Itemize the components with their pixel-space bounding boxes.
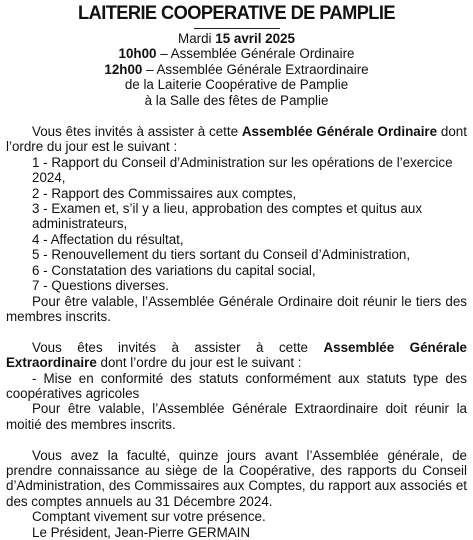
ago-item: 5 - Renouvellement du tiers sortant du Conseil d’Administration, (32, 247, 411, 263)
date-prefix: Mardi (178, 31, 216, 46)
venue-line-2: à la Salle des fêtes de Pamplie (144, 92, 329, 108)
ago-quorum: Pour être valable, l’Assemblée Générale Ordinaire doit réunir le tiers des membres inscrits. (6, 293, 467, 324)
age-item: - Mise en conformité des statuts conformément aux statuts type des coopératives agricoles (6, 370, 467, 401)
documents-notice: Vous avez la faculté, quinze jours avant l’Assemblée générale, de prendre connaissance au siège de la Coopérative, des rapports du Conseil d’Administration, des Commissaires aux Comptes, du rapport aux associés et des comptes annuels au 31 Décembre 2024. (6, 447, 467, 509)
meeting-line-ordinary (6, 46, 467, 61)
ago-item: 1 - Rapport du Conseil d’Administration sur les opérations de l’exercice 2024, (32, 154, 453, 186)
age-intro: Vous êtes invités à assister à cette Assemblée Générale Extraordinaire dont l’ordre du jour est le suivant : (6, 339, 467, 371)
meeting-line-extraordinary (6, 62, 467, 77)
event-ordinary: – Assemblée Générale Ordinaire (156, 46, 355, 62)
ago-title: Assemblée Générale Ordinaire (241, 124, 438, 140)
age-quorum: Pour être valable, l’Assemblée Générale Extraordinaire doit réunir la moitié des membres inscrits. (6, 401, 467, 432)
title-underline (194, 28, 280, 29)
ago-item: 6 - Constatation des variations du capital social, (32, 262, 316, 278)
ago-item: 4 - Affectation du résultat, (32, 231, 184, 247)
event-extraordinary: – Assemblée Générale Extraordinaire (142, 61, 369, 77)
page-title: LAITERIE COOPERATIVE DE PAMPLIE (78, 3, 395, 24)
notice-page (6, 0, 467, 540)
time-extraordinary: 12h00 (104, 61, 143, 77)
ago-item: 3 - Examen et, s’il y a lieu, approbation des comptes et quitus aux administrateurs, (32, 201, 423, 232)
meeting-date-line (6, 31, 467, 46)
age-title: Assemblée Générale Extraordinaire (6, 339, 467, 371)
spacer (6, 432, 467, 447)
ago-item: 7 - Questions diverses. (32, 278, 169, 294)
spacer (6, 324, 467, 339)
time-ordinary: 10h00 (118, 46, 157, 62)
signature: Le Président, Jean-Pierre GERMAIN (32, 524, 251, 540)
meeting-header (6, 31, 467, 108)
ago-item: 2 - Rapport des Commissaires aux comptes, (32, 185, 297, 201)
venue-line-1: de la Laiterie Coopérative de Pamplie (124, 77, 349, 93)
notice-body (6, 124, 467, 540)
meeting-date: 15 avril 2025 (215, 31, 295, 46)
closing-line: Comptant vivement sur votre présence. (32, 509, 266, 525)
ago-intro: Vous êtes invités à assister à cette Assemblée Générale Ordinaire dont l’ordre du jour est le suivant : (6, 124, 467, 155)
